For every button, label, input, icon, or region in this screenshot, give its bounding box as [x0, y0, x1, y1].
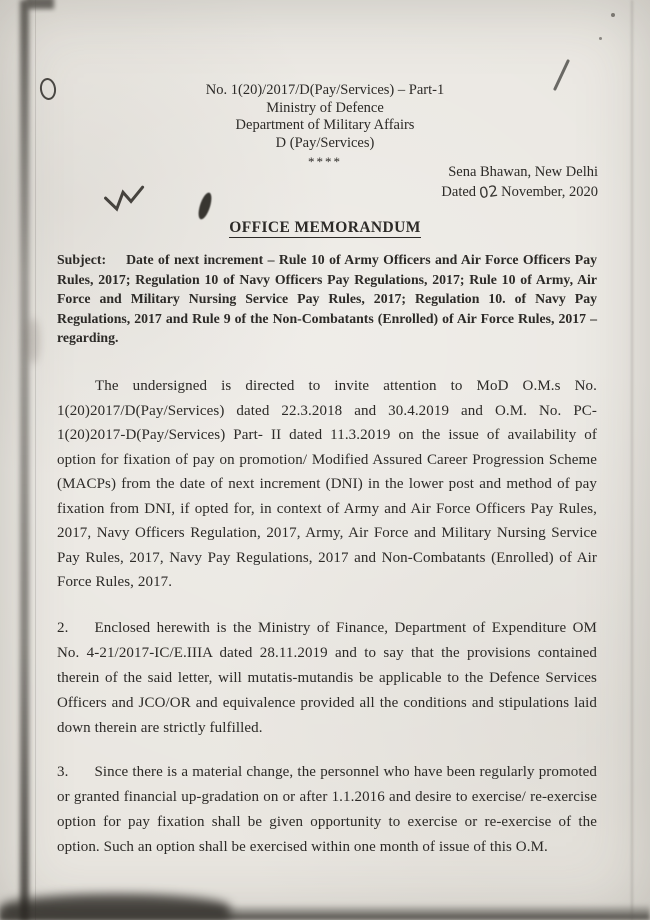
paragraph-1: The undersigned is directed to invite attention to MoD O.M.s No. 1(20)2017/D(Pay/Services) dated 22.3.2018 and 30.4.2019 and O.M. No. PC-1(20)2017-D(Pay/Services) Part- II dated 11.3.2019 on the issue of availability of option for fixation of pay on promotion/ Modified Assured Career Progression Scheme (MACPs) from the date of next increment (DNI) in the lower post and method of pay fixation from DNI, if opted for, in context of Army and Air Force Officers Pay Rules, 2017, Navy Officers Regulation, 2017, Army, Air Force and Military Nursing Service Pay Rules, 2017, Navy Pay Regulations, 2017 and Non-Combatants (Enrolled) of Air Force Rules, 2017. [57, 378, 597, 590]
paragraph-3-text: Since there is a material change, the personnel who have been regularly promoted or granted financial up-gradation on or after 1.1.2016 and desire to exercise/ re-exercise option for pay fixation shall be given opportunity to exercise or re-exercise of the option. Such an option shall be exercised within one month of issue of this O.M. [57, 764, 597, 855]
place-date-block [0, 163, 598, 202]
paragraph-2-text: Enclosed herewith is the Ministry of Finance, Department of Expenditure OM No. 4-21/2017-IC/E.IIIA dated 28.11.2019 and to say that the provisions contained therein of the said letter, will mutatis-mutandis be applicable to the Defence Services Officers and JCO/OR and equivalence provided all the conditions and stipulations laid down therein are strictly fulfilled. [57, 620, 597, 736]
dust-speck [599, 37, 602, 40]
handwritten-date: 02 [477, 181, 500, 203]
smudge-mark [26, 318, 40, 364]
document-title: OFFICE MEMORANDUM [229, 219, 421, 236]
division-name: D (Pay/Services) [275, 134, 375, 151]
letterhead [0, 82, 650, 171]
date-suffix: November, 2020 [501, 184, 598, 200]
department-name: Department of Military Affairs [235, 117, 415, 133]
date-prefix: Dated [441, 184, 477, 200]
subject-text: Date of next increment – Rule 10 of Army Officers and Air Force Officers Pay Rules, 2017; Regulation 10 of Navy Officers Pay Regulations, 2017; Rule 10 of Army, Air Force and Military Nursing Service Pay Rules, 2017; Regulation 10. of Navy Pay Regulations, 2017 and Rule 9 of the Non-Combatants (Enrolled) of Air Force Rules, 2017 – regarding. [57, 252, 597, 345]
paragraph-3-number: 3. [57, 764, 69, 780]
star-separator: **** [308, 154, 342, 169]
paragraph-3 [57, 760, 597, 860]
place-line: Sena Bhawan, New Delhi [448, 164, 598, 180]
reference-number: No. 1(20)/2017/D(Pay/Services) – Part-1 [205, 82, 445, 98]
paragraph-2-number: 2. [57, 620, 69, 636]
subject-label: Subject: [57, 252, 107, 267]
ministry-name: Ministry of Defence [266, 99, 384, 116]
paragraph-2 [57, 616, 597, 741]
scan-corner-top-left-mark [26, 0, 54, 9]
date-line [0, 182, 598, 202]
subject-block [57, 250, 597, 348]
scan-corner-bottom-left-shadow [0, 894, 230, 920]
dust-speck [611, 13, 615, 17]
title-row [0, 219, 650, 237]
